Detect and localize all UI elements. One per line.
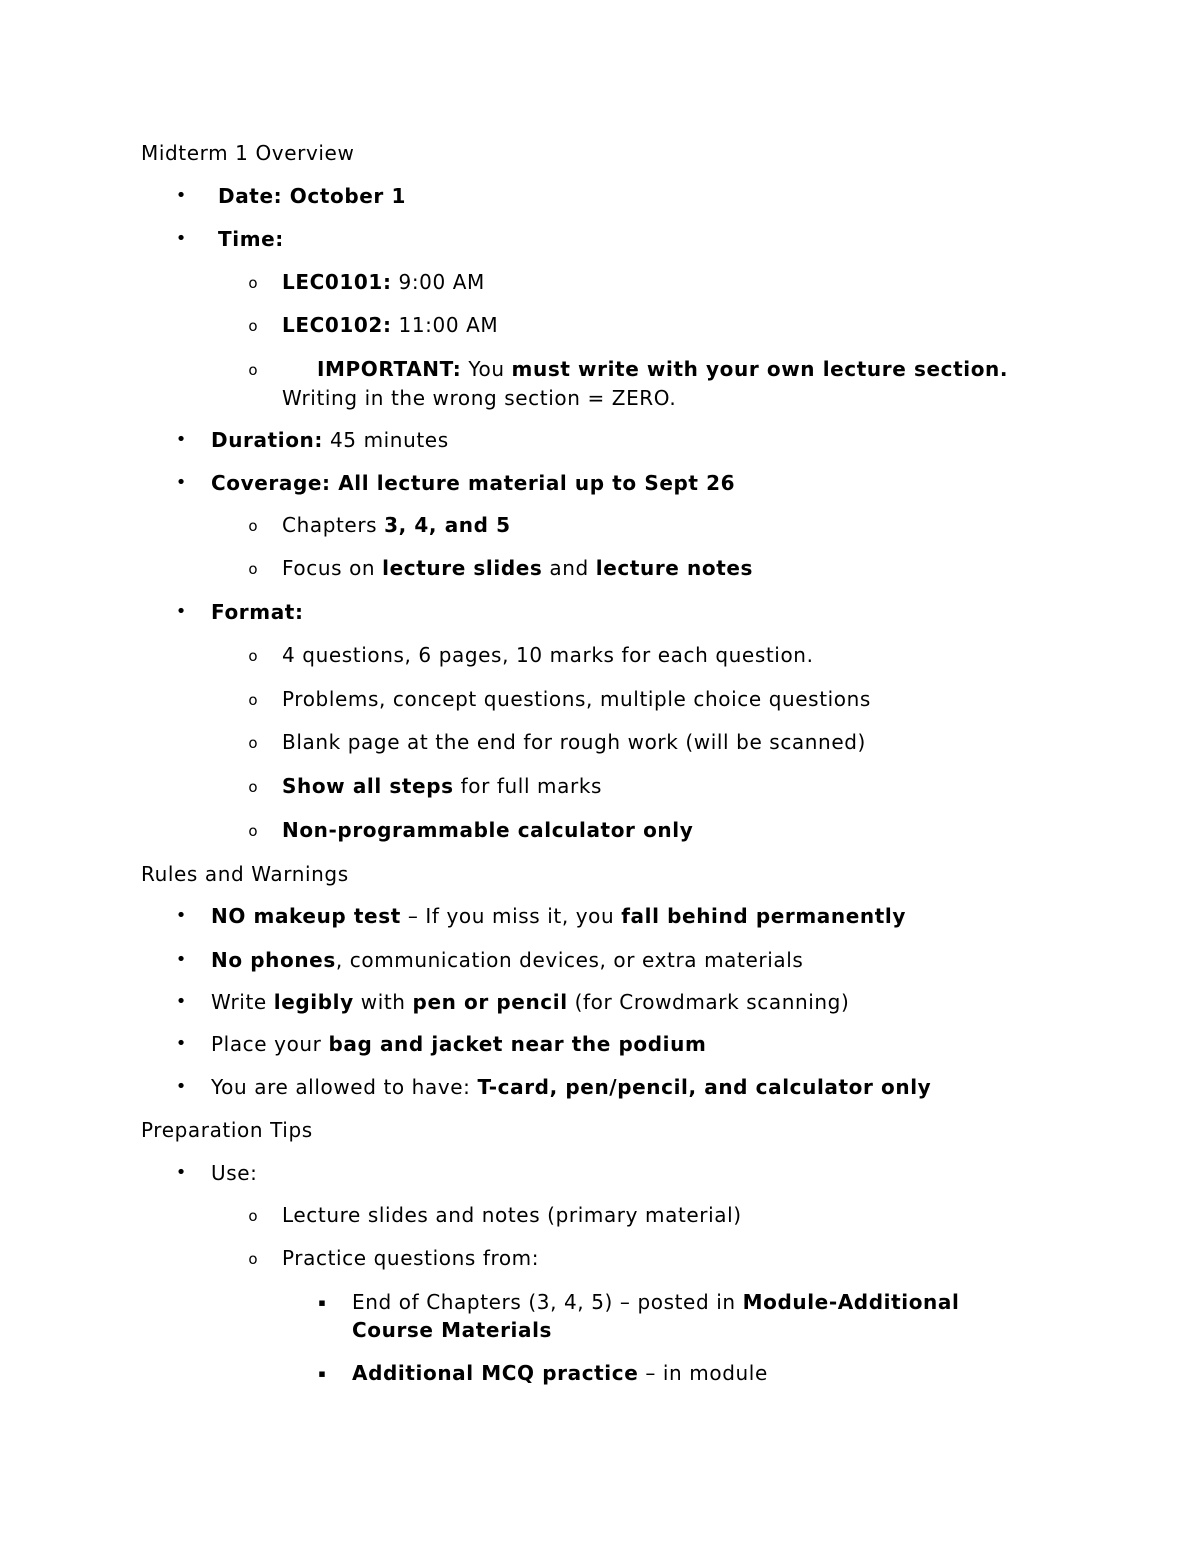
bullet-icon: •: [175, 429, 187, 450]
write-item: Write legibly with pen or pencil (for Crowdmark scanning): [211, 990, 850, 1014]
sub-bullet-icon: o: [248, 1207, 258, 1225]
use-item: Use:: [211, 1161, 258, 1185]
bullet-icon: •: [175, 228, 187, 249]
lec0102-item: LEC0102: 11:00 AM: [282, 313, 499, 337]
bullet-icon: •: [175, 1162, 187, 1183]
allowed-item: You are allowed to have: T-card, pen/pencil, and calculator only: [211, 1075, 932, 1099]
bullet-icon: •: [175, 1076, 187, 1097]
section-heading-rules: Rules and Warnings: [141, 862, 349, 886]
makeup-item: NO makeup test – If you miss it, you fall behind permanently: [211, 904, 906, 928]
sub-bullet-icon: o: [248, 317, 258, 335]
chapters-item: Chapters 3, 4, and 5: [282, 513, 511, 537]
format-detail-item: Problems, concept questions, multiple choice questions: [282, 687, 871, 711]
sub-bullet-icon: o: [248, 778, 258, 796]
sub-bullet-icon: o: [248, 560, 258, 578]
sub-bullet-icon: o: [248, 691, 258, 709]
lec0101-item: LEC0101: 9:00 AM: [282, 270, 485, 294]
sub-bullet-icon: o: [248, 361, 258, 379]
date-item: Date: October 1: [218, 184, 406, 208]
place-item: Place your bag and jacket near the podium: [211, 1032, 707, 1056]
bullet-icon: •: [175, 949, 187, 970]
practice-item: Practice questions from:: [282, 1246, 540, 1270]
important-item-continued: Writing in the wrong section = ZERO.: [282, 386, 677, 410]
mcq-item: Additional MCQ practice – in module: [352, 1361, 768, 1385]
important-item: IMPORTANT: You must write with your own lecture section.: [317, 357, 1009, 381]
end-of-chapters-item-continued: Course Materials: [352, 1318, 553, 1342]
square-bullet-icon: ▪: [318, 1296, 326, 1309]
duration-item: Duration: 45 minutes: [211, 428, 449, 452]
sub-bullet-icon: o: [248, 734, 258, 752]
calculator-item: Non-programmable calculator only: [282, 818, 694, 842]
slides-item: Lecture slides and notes (primary material): [282, 1203, 742, 1227]
format-detail-item: 4 questions, 6 pages, 10 marks for each question.: [282, 643, 814, 667]
steps-item: Show all steps for full marks: [282, 774, 603, 798]
bullet-icon: •: [175, 1033, 187, 1054]
sub-bullet-icon: o: [248, 1250, 258, 1268]
sub-bullet-icon: o: [248, 647, 258, 665]
bullet-icon: •: [175, 991, 187, 1012]
bullet-icon: •: [175, 905, 187, 926]
time-item: Time:: [218, 227, 284, 251]
section-heading-overview: Midterm 1 Overview: [141, 141, 355, 165]
bullet-icon: •: [175, 472, 187, 493]
sub-bullet-icon: o: [248, 822, 258, 840]
square-bullet-icon: ▪: [318, 1367, 326, 1380]
end-of-chapters-item: End of Chapters (3, 4, 5) – posted in Module-Additional: [352, 1290, 960, 1314]
sub-bullet-icon: o: [248, 517, 258, 535]
section-heading-prep: Preparation Tips: [141, 1118, 313, 1142]
format-item: Format:: [211, 600, 304, 624]
bullet-icon: •: [175, 185, 187, 206]
coverage-item: Coverage: All lecture material up to Sept 26: [211, 471, 736, 495]
focus-item: Focus on lecture slides and lecture notes: [282, 556, 754, 580]
phones-item: No phones, communication devices, or extra materials: [211, 948, 804, 972]
sub-bullet-icon: o: [248, 274, 258, 292]
bullet-icon: •: [175, 601, 187, 622]
format-detail-item: Blank page at the end for rough work (will be scanned): [282, 730, 866, 754]
